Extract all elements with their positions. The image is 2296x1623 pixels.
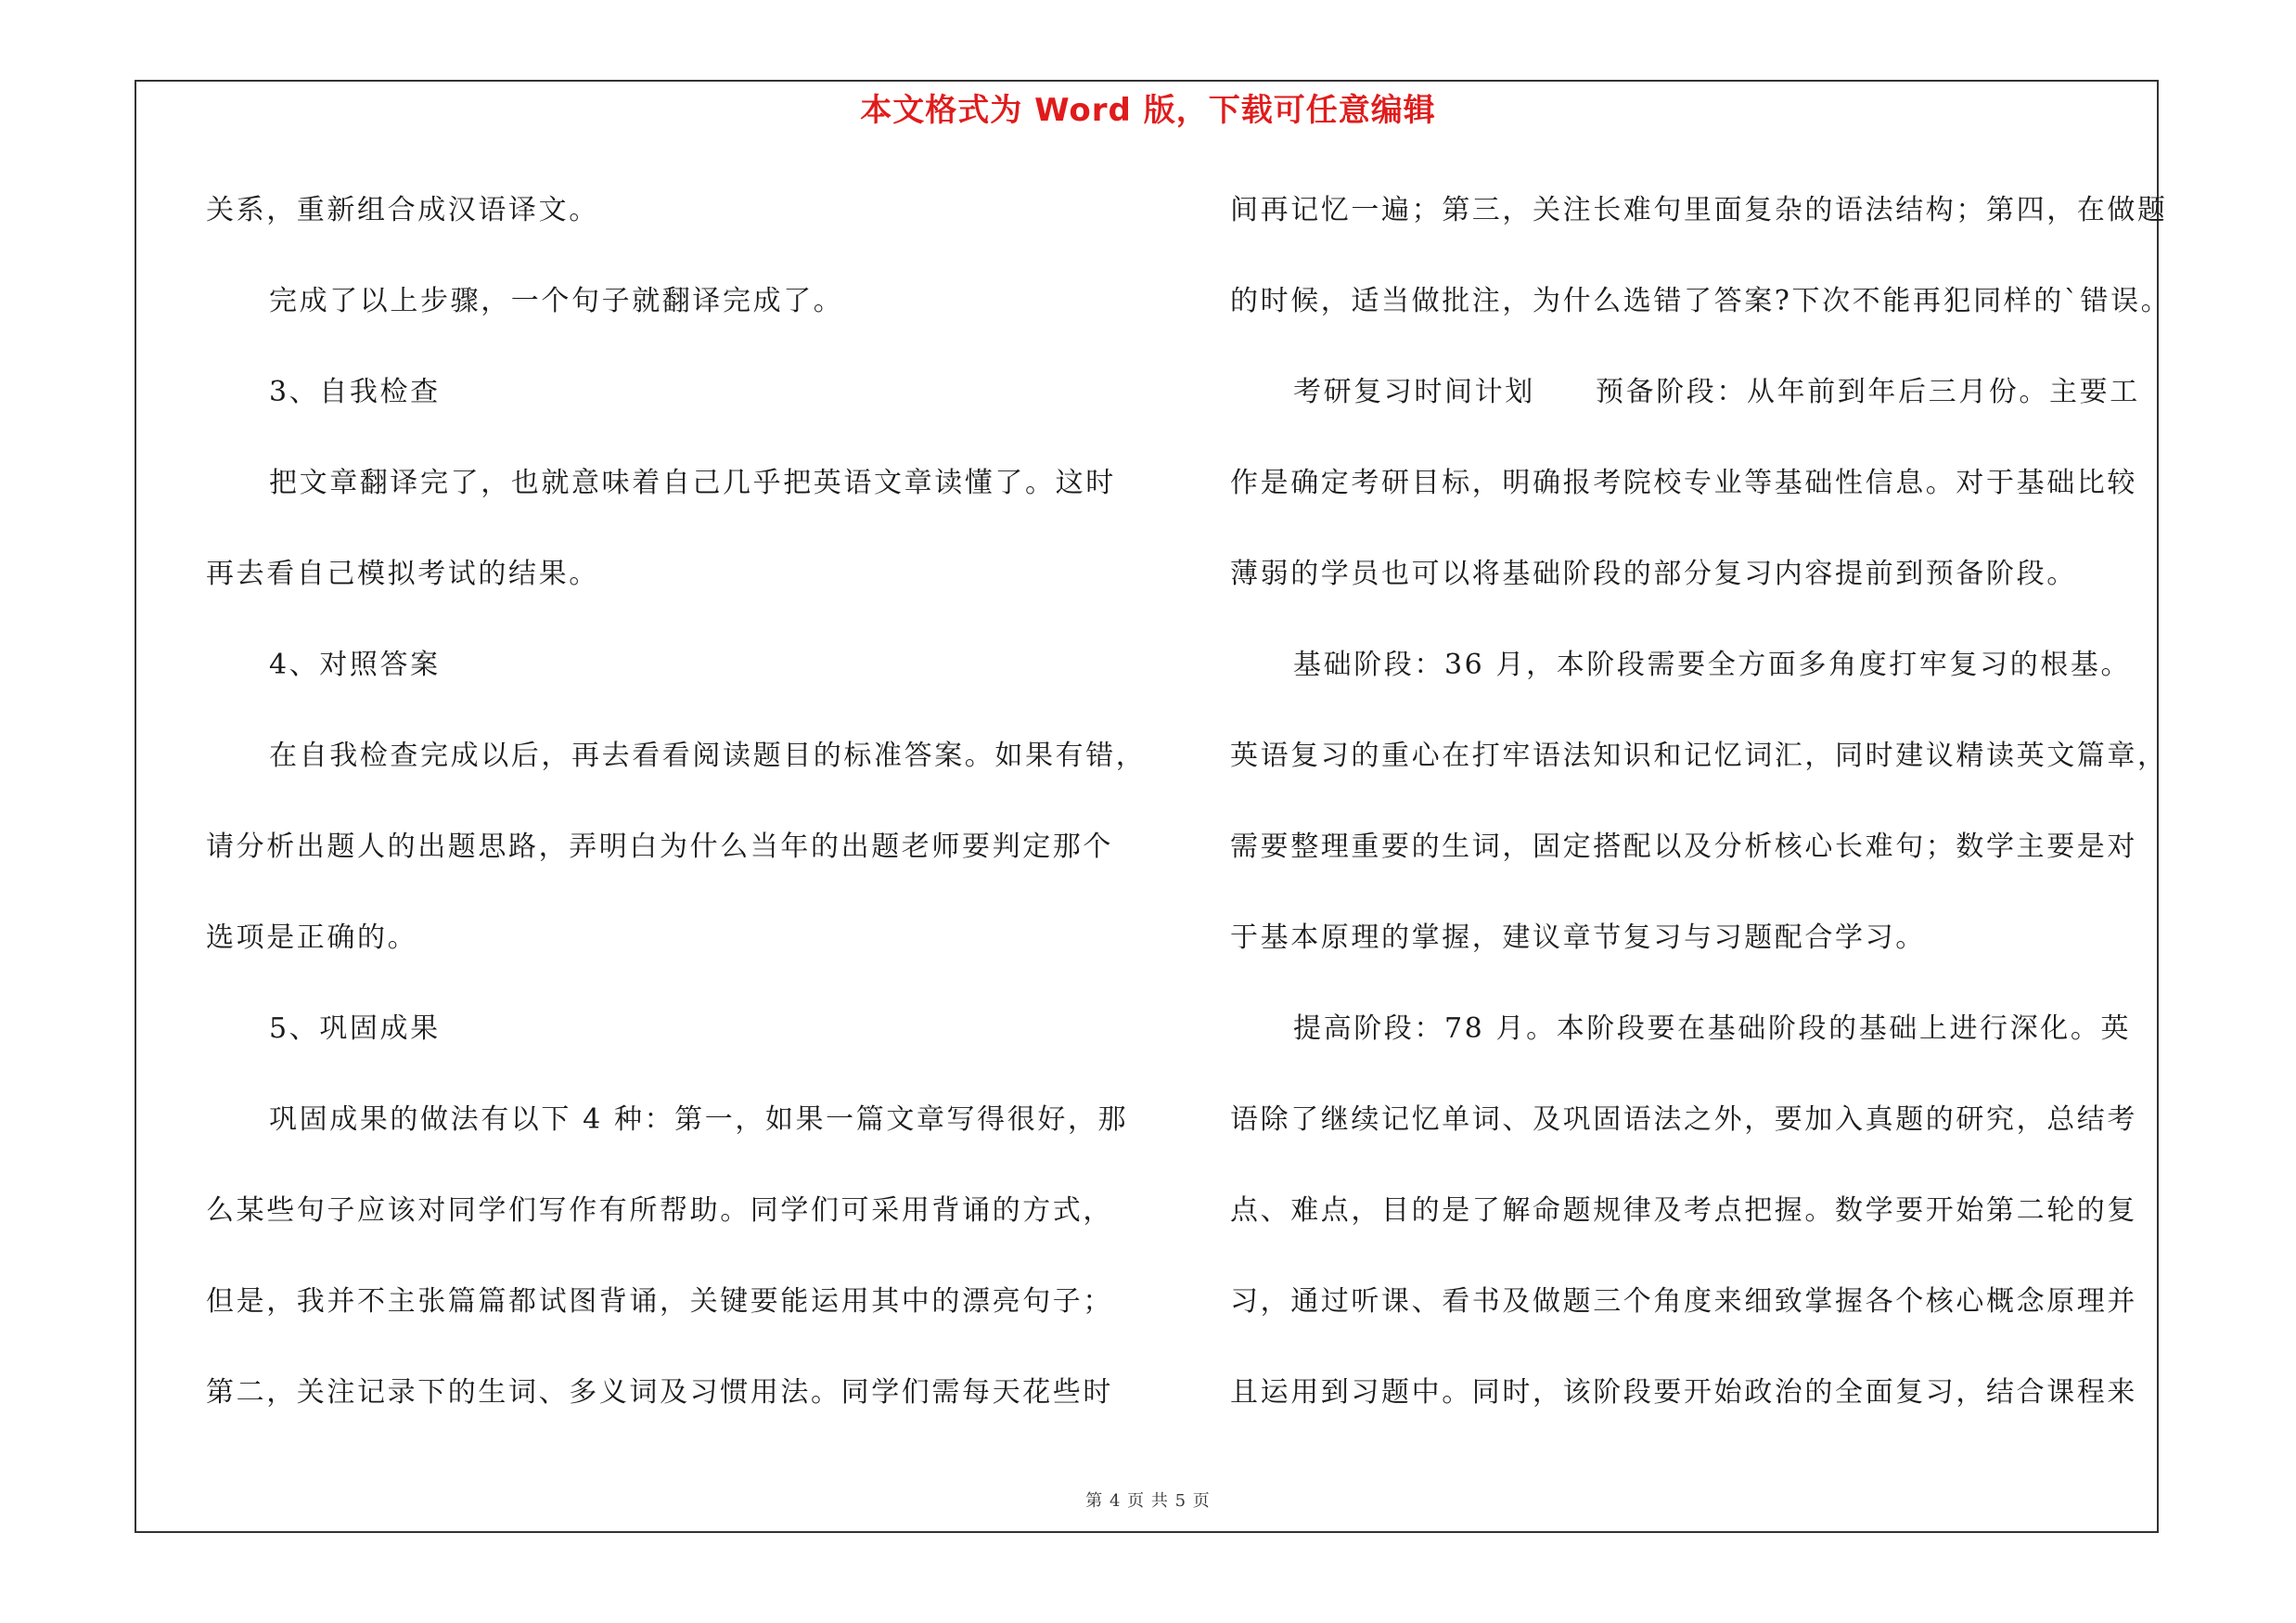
text-line: 于基本原理的掌握，建议章节复习与习题配合学习。 bbox=[1230, 921, 1926, 954]
text-line: 的时候，适当做批注，为什么选错了答案?下次不能再犯同样的`错误。 bbox=[1230, 285, 2172, 317]
text-line: 习，通过听课、看书及做题三个角度来细致掌握各个核心概念原理并 bbox=[1230, 1285, 2137, 1318]
text-line: 么某些句子应该对同学们写作有所帮助。同学们可采用背诵的方式， bbox=[206, 1194, 1113, 1227]
text-line: 请分析出题人的出题思路，弄明白为什么当年的出题老师要判定那个 bbox=[206, 831, 1113, 863]
text-line: 且运用到习题中。同时，该阶段要开始政治的全面复习，结合课程来 bbox=[1230, 1376, 2137, 1409]
text-line: 完成了以上步骤，一个句子就翻译完成了。 bbox=[269, 285, 844, 317]
text-line: 把文章翻译完了，也就意味着自己几乎把英语文章读懂了。这时 bbox=[269, 467, 1116, 499]
page-number-footer: 第 4 页 共 5 页 bbox=[1085, 1491, 1211, 1511]
text-line: 第二，关注记录下的生词、多义词及习惯用法。同学们需每天花些时 bbox=[206, 1376, 1113, 1409]
text-line: 语除了继续记忆单词、及巩固语法之外，要加入真题的研究，总结考 bbox=[1230, 1103, 2137, 1136]
text-line: 间再记忆一遍；第三，关注长难句里面复杂的语法结构；第四，在做题 bbox=[1230, 194, 2168, 226]
right-text-column bbox=[1230, 182, 2172, 1455]
text-line: 在自我检查完成以后，再去看看阅读题目的标准答案。如果有错， bbox=[269, 740, 1147, 772]
text-line: 巩固成果的做法有以下 4 种：第一，如果一篇文章写得很好，那 bbox=[269, 1103, 1129, 1136]
text-line: 再去看自己模拟考试的结果。 bbox=[206, 558, 599, 590]
text-line: 作是确定考研目标，明确报考院校专业等基础性信息。对于基础比较 bbox=[1230, 467, 2137, 499]
section-heading: 4、对照答案 bbox=[269, 649, 441, 681]
left-text-column bbox=[206, 182, 1147, 1455]
text-line: 基础阶段：36 月，本阶段需要全方面多角度打牢复习的根基。 bbox=[1293, 649, 2132, 681]
text-line: 选项是正确的。 bbox=[206, 921, 418, 954]
text-line: 提高阶段：78 月。本阶段要在基础阶段的基础上进行深化。英 bbox=[1293, 1012, 2132, 1045]
text-line: 点、难点，目的是了解命题规律及考点把握。数学要开始第二轮的复 bbox=[1230, 1194, 2137, 1227]
text-line: 考研复习时间计划 预备阶段：从年前到年后三月份。主要工 bbox=[1293, 376, 2140, 408]
text-line: 英语复习的重心在打牢语法知识和记忆词汇，同时建议精读英文篇章， bbox=[1230, 740, 2168, 772]
text-line: 但是，我并不主张篇篇都试图背诵，关键要能运用其中的漂亮句子； bbox=[206, 1285, 1113, 1318]
format-banner: 本文格式为 Word 版，下载可任意编辑 bbox=[860, 92, 1436, 129]
section-heading: 5、巩固成果 bbox=[269, 1012, 441, 1045]
text-line: 薄弱的学员也可以将基础阶段的部分复习内容提前到预备阶段。 bbox=[1230, 558, 2077, 590]
text-line: 关系，重新组合成汉语译文。 bbox=[206, 194, 599, 226]
text-line: 需要整理重要的生词，固定搭配以及分析核心长难句；数学主要是对 bbox=[1230, 831, 2137, 863]
section-heading: 3、自我检查 bbox=[269, 376, 441, 408]
